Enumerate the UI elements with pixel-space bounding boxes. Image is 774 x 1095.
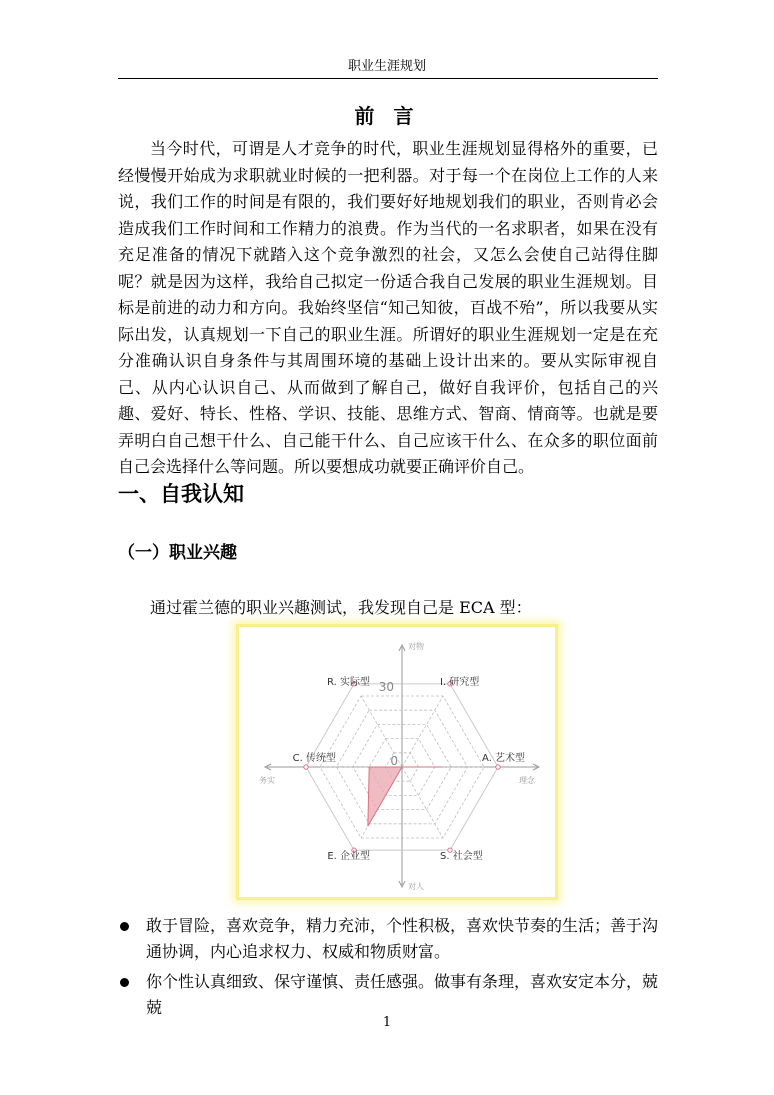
radar-axis-label: I. 研究型 [440, 677, 480, 688]
bullet-text: 敢于冒险，喜欢竞争，精力充沛，个性积极，喜欢快节奏的生活；善于沟通协调，内心追求权力、权威和物质财富。 [146, 916, 659, 961]
holland-radar-chart [236, 624, 558, 900]
page-header-title: 职业生涯规划 [347, 59, 426, 74]
page-number: 1 [382, 1015, 392, 1030]
header-rule [118, 78, 658, 79]
bullet-dot-icon [120, 978, 129, 987]
tick-label-max: 30 [378, 680, 394, 694]
bullet-text: 你个性认真细致、保守谨慎、责任感强。做事有条理，喜欢安定本分，兢兢 [146, 972, 659, 1017]
radar-vertex-marker [496, 765, 500, 769]
direction-label-bottom: 对人 [408, 882, 424, 891]
radar-data-area [368, 767, 443, 826]
radar-axis-label: E. 企业型 [327, 851, 370, 862]
trait-bullet-list [118, 913, 658, 1025]
radar-axis-label: C. 传统型 [292, 753, 336, 764]
radar-axis-label: A. 艺术型 [482, 753, 526, 764]
preface-paragraph: 当今时代，可谓是人才竞争的时代，职业生涯规划显得格外的重要，已经慢慢开始成为求职就业时候的一把利器。对于每一个在岗位上工作的人来说，我们工作的时间是有限的，我们要好好地规划我们的职业，否则肯必会造成我们工作时间和工作精力的浪费。作为当代的一名求职者，如果在没有充足准备的情况下就踏入这个竞争激烈的社会，又怎么会使自己站得住脚呢？就是因为这样，我给自己拟定一份适合我自己发展的职业生涯规划。目标是前进的动力和方向。我始终坚信“知己知彼，百战不殆”，所以我要从实际出发，认真规划一下自己的职业生涯。所谓好的职业生涯规划一定是在充分准确认识自身条件与其周围环境的基础上设计出来的。要从实际审视自己、从内心认识自己、从而做到了解自己，做好自我评价，包括自己的兴趣、爱好、特长、性格、学识、技能、思维方式、智商、情商等。也就是要弄明白自己想干什么、自己能干什么、自己应该干什么、在众多的职位面前自己会选择什么等问题。所以要想成功就要正确评价自己。 [118, 139, 658, 476]
radar-vertex-marker [304, 765, 308, 769]
direction-label-top: 对物 [408, 642, 424, 651]
list-item [118, 913, 658, 965]
bullet-dot-icon [120, 922, 129, 931]
list-item [118, 969, 658, 1021]
direction-label-left: 务实 [259, 776, 275, 785]
direction-label-right: 理念 [519, 776, 535, 785]
section-heading-self-awareness: 一、自我认知 [118, 482, 244, 506]
subsection-heading-career-interest: （一）职业兴趣 [118, 543, 237, 563]
radar-axis-label: S. 社会型 [440, 851, 483, 862]
radar-spoke [402, 696, 443, 767]
radar-spoke [402, 767, 443, 838]
preface-heading: 前 言 [354, 104, 420, 128]
tick-label-zero: 0 [390, 754, 398, 768]
radar-chart-svg [239, 627, 555, 897]
interest-test-intro: 通过霍兰德的职业兴趣测试，我发现自己是 ECA 型： [150, 598, 532, 617]
radar-axis-label: R. 实际型 [327, 677, 370, 688]
